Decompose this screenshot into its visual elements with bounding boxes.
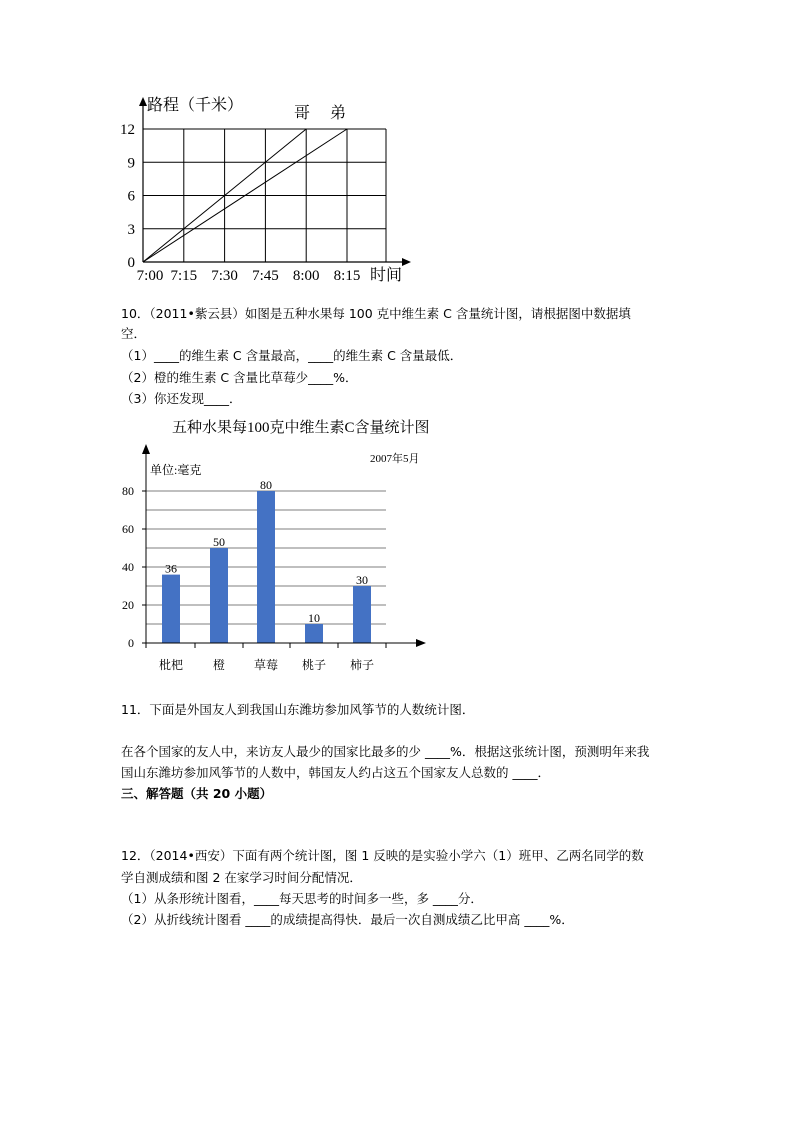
- q12-line4: （2）从折线统计图看 ____的成绩提高得快．最后一次自测成绩乙比甲高 ____%．: [121, 912, 574, 927]
- q12-line1: 12．（2014•西安）下面有两个统计图，图 1 反映的是实验小学六（1）班甲、乙两名同学的数: [121, 848, 644, 863]
- chart2-bar-0: [162, 575, 180, 643]
- q10-line5: （3）你还发现____．: [121, 391, 242, 406]
- chart1-grid: [143, 129, 386, 262]
- chart2-bar-3: [305, 624, 323, 643]
- q10-line3: （1）____的维生素 C 含量最高，____的维生素 C 含量最低．: [121, 348, 463, 363]
- chart2-data-label-1: 50: [213, 535, 225, 549]
- chart2-bar-1: [210, 548, 228, 643]
- q10-line2: 空．: [121, 326, 147, 341]
- chart2-data-label-2: 80: [260, 478, 272, 492]
- chart1-legend-di: 弟: [330, 105, 347, 122]
- chart1-y-tick-6: 6: [127, 188, 135, 205]
- chart2-y-tick-40: 40: [122, 560, 134, 574]
- section3-heading: 三、解答题（共 20 小题）: [121, 786, 273, 801]
- q12-line2: 学自测成绩和图 2 在家学习时间分配情况．: [121, 870, 362, 885]
- distance-time-chart: [0, 0, 794, 300]
- chart2-unit: 单位:毫克: [150, 463, 202, 477]
- chart2-category-label-1: 橙: [212, 658, 226, 672]
- chart1-y-arrow: [139, 97, 147, 106]
- vitamin-c-bar-chart: [0, 410, 794, 680]
- chart1-x-arrow: [402, 258, 411, 266]
- chart2-category-label-4: 柿子: [349, 658, 375, 672]
- chart2-data-label-0: 36: [165, 561, 177, 576]
- chart1-x-tick-2: 7:30: [211, 268, 238, 284]
- chart2-data-label-4: 30: [356, 573, 368, 587]
- chart2-y-tick-80: 80: [122, 484, 134, 498]
- chart2-data-label-3: 10: [308, 611, 320, 625]
- chart2-bar-4: [353, 586, 371, 643]
- chart2-x-arrow: [416, 639, 426, 647]
- chart1-y-tick-3: 3: [127, 221, 135, 238]
- chart2-title: 五种水果每100克中维生素C含量统计图: [172, 420, 430, 436]
- chart1-x-tick-5: 8:15: [333, 268, 361, 284]
- chart1-axes: [139, 97, 411, 266]
- chart1-y-axis-label: 路程（千米）: [147, 97, 244, 114]
- q11-line2: 在各个国家的友人中，来访友人最少的国家比最多的少 ____%．根据这张统计图，预测明年来我: [121, 744, 650, 759]
- chart2-date: 2007年5月: [370, 453, 420, 465]
- chart1-x-axis-label: 时间: [370, 267, 403, 284]
- chart2-category-label-2: 草莓: [253, 658, 279, 672]
- q10-line4: （2）橙的维生素 C 含量比草莓少____%．: [121, 370, 358, 385]
- q11-line1: 11．下面是外国友人到我国山东潍坊参加风筝节的人数统计图．: [121, 702, 475, 717]
- chart2-y-tick-20: 20: [122, 598, 134, 612]
- chart2-y-tick-0: 0: [128, 636, 134, 650]
- chart2-category-label-3: 桃子: [301, 658, 327, 672]
- q12-line3: （1）从条形统计图看，____每天思考的时间多一些，多 ____分．: [121, 891, 483, 906]
- chart1-x-tick-3: 7:45: [252, 268, 279, 284]
- q10-line1: 10．（2011•紫云县）如图是五种水果每 100 克中维生素 C 含量统计图，请根据图中数据填: [121, 306, 631, 321]
- chart2-y-tick-60: 60: [122, 522, 134, 536]
- q11-line3: 国山东潍坊参加风筝节的人数中，韩国友人约占这五个国家友人总数的 ____．: [121, 765, 550, 780]
- chart2-bar-2: [257, 491, 275, 643]
- chart1-y-tick-9: 9: [127, 155, 135, 172]
- chart2-y-arrow: [142, 444, 150, 454]
- chart1-x-tick-4: 8:00: [292, 268, 320, 284]
- chart1-y-tick-12: 12: [120, 122, 135, 138]
- chart1-legend-ge: 哥: [294, 105, 311, 122]
- chart1-x-tick-0: 7:00: [136, 268, 164, 284]
- chart2-category-label-0: 枇杷: [158, 658, 184, 672]
- chart1-tick-labels: [120, 122, 360, 284]
- chart1-x-tick-1: 7:15: [170, 268, 198, 284]
- chart1-y-tick-0: 0: [127, 255, 135, 271]
